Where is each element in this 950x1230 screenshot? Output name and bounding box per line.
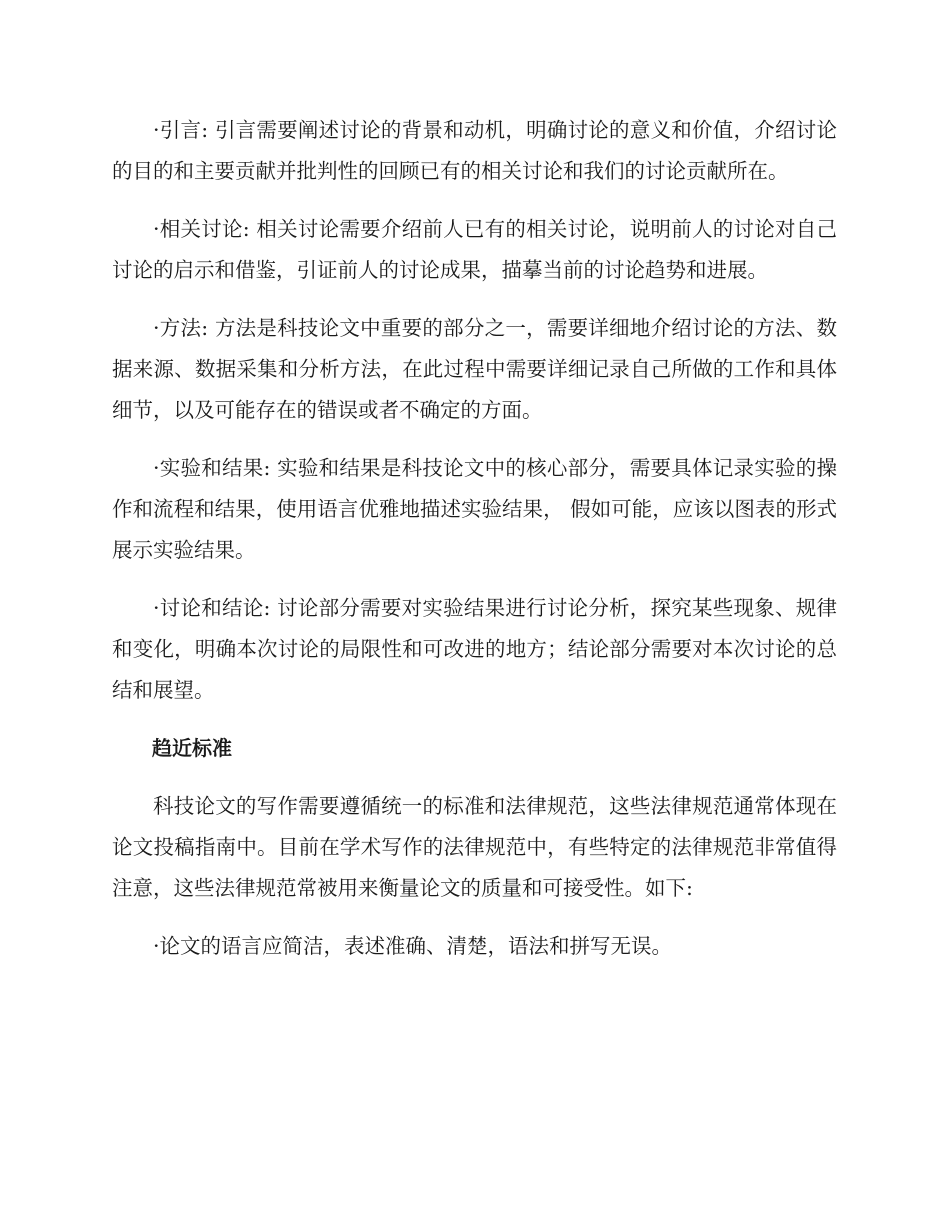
item-label: 相关讨论: <box>159 217 250 241</box>
list-item-language <box>112 926 837 967</box>
bullet: · <box>153 596 160 620</box>
item-text: 论文的语言应简洁，表述准确、清楚，语法和拼写无误。 <box>159 934 673 958</box>
bullet: · <box>153 456 160 480</box>
bullet: · <box>153 217 160 241</box>
item-label: 讨论和结论: <box>159 596 271 620</box>
item-text: 引言需要阐述讨论的背景和动机，明确讨论的意义和价值，介绍讨论的目的和主要贡献并批判性的回顾已有的相关讨论和我们的讨论贡献所在。 <box>112 118 837 183</box>
bullet: · <box>153 118 160 142</box>
item-text: 相关讨论需要介绍前人已有的相关讨论，说明前人的讨论对自己讨论的启示和借鉴，引证前人的讨论成果，描摹当前的讨论趋势和进展。 <box>112 217 837 282</box>
item-text: 讨论部分需要对实验结果进行讨论分析，探究某些现象、规律和变化，明确本次讨论的局限性和可改进的地方；结论部分需要对本次讨论的总结和展望。 <box>112 596 837 702</box>
item-text: 实验和结果是科技论文中的核心部分，需要具体记录实验的操作和流程和结果，使用语言优雅地描述实验结果， 假如可能，应该以图表的形式展示实验结果。 <box>112 456 837 562</box>
list-item-discussion <box>112 588 837 711</box>
item-text: 方法是科技论文中重要的部分之一，需要详细地介绍讨论的方法、数据来源、数据采集和分析方法，在此过程中需要详细记录自己所做的工作和具体细节，以及可能存在的错误或者不确定的方面。 <box>112 316 837 422</box>
bullet: · <box>153 316 160 340</box>
body-paragraph: 科技论文的写作需要遵循统一的标准和法律规范，这些法律规范通常体现在论文投稿指南中。目前在学术写作的法律规范中，有些特定的法律规范非常值得注意，这些法律规范常被用来衡量论文的质量和可接受性。如下: <box>112 794 837 900</box>
item-label: 引言: <box>159 118 209 142</box>
document-page <box>112 110 837 984</box>
item-label: 实验和结果: <box>159 456 271 480</box>
bullet: · <box>153 934 160 958</box>
item-label: 方法: <box>159 316 209 340</box>
list-item-method <box>112 308 837 431</box>
list-item-experiments <box>112 448 837 571</box>
section-heading: 趋近标准 <box>152 736 232 760</box>
list-item-related-work <box>112 209 837 291</box>
list-item-introduction <box>112 110 837 192</box>
